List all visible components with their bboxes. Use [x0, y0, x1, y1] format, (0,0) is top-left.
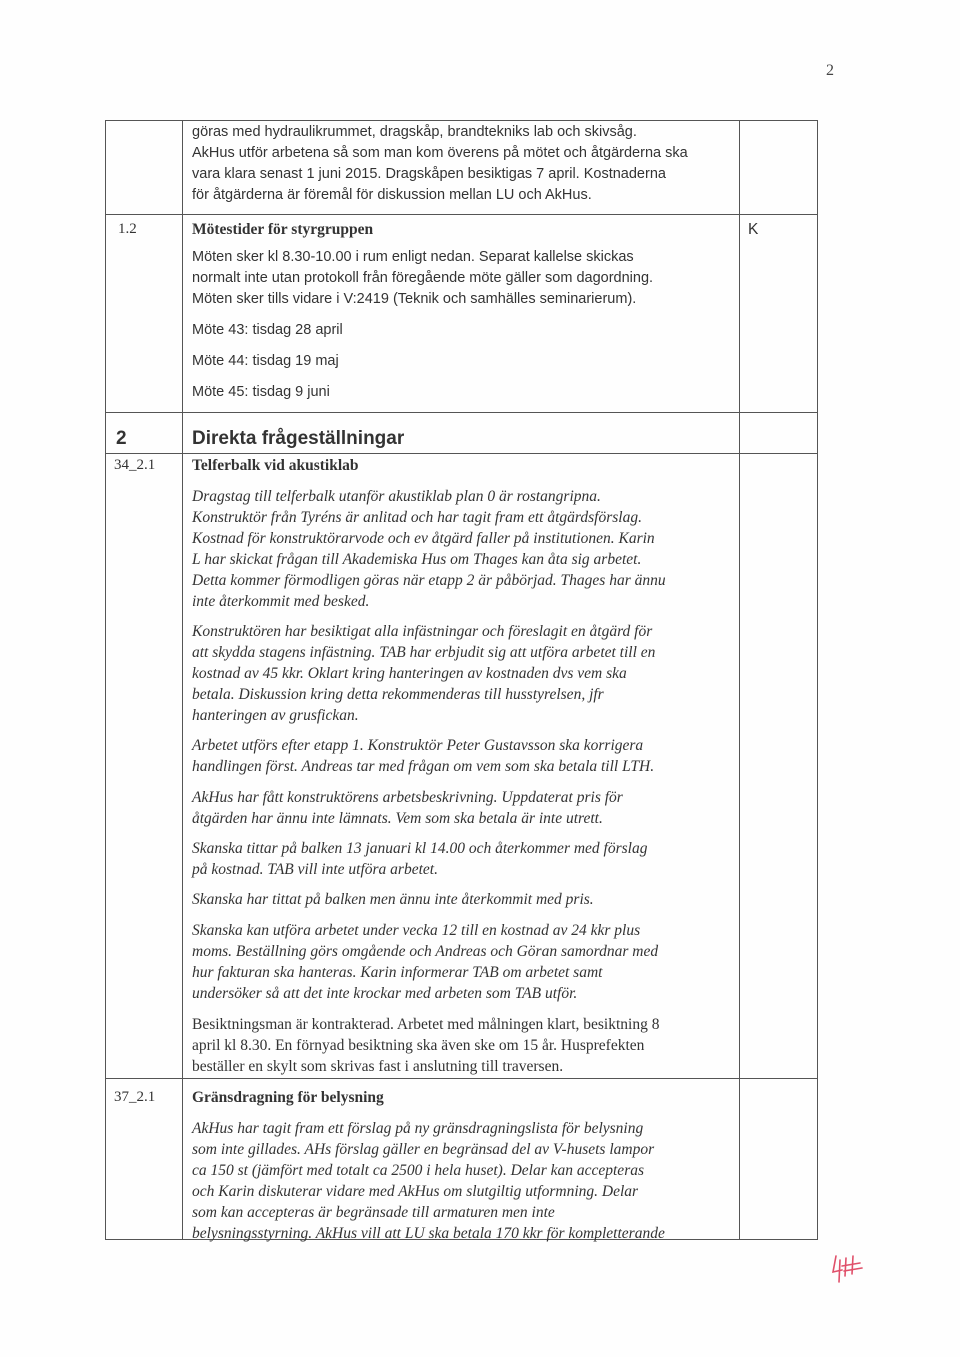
text-line: Arbetet utförs efter etapp 1. Konstruktör Peter Gustavsson ska korrigera — [192, 737, 644, 754]
item-title: Gränsdragning för belysning — [192, 1089, 384, 1106]
meeting-info-paragraph — [192, 247, 653, 310]
text-line: AkHus har fått konstruktörens arbetsbeskrivning. Uppdaterat pris för — [192, 789, 623, 806]
column-divider-number — [182, 121, 183, 1239]
text-line: AkHus utför arbetena så som man kom överens på mötet och åtgärderna ska — [192, 145, 688, 161]
item-paragraph — [192, 838, 647, 880]
text-line: Skanska har tittat på balken men ännu inte återkommit med pris. — [192, 891, 594, 908]
text-line: betala. Diskussion kring detta rekommenderas till husstyrelsen, jfr — [192, 686, 604, 703]
meeting-item: Möte 43: tisdag 28 april — [192, 322, 343, 338]
text-line: och Karin diskuterar vidare med AkHus om slutgiltig utformning. Delar — [192, 1183, 639, 1200]
row-divider — [106, 214, 817, 215]
text-line: Möten sker tills vidare i V:2419 (Teknik och samhälles seminarierum). — [192, 291, 637, 307]
text-line: beställer en skylt som skrivas fast i anslutning till traversen. — [192, 1058, 564, 1075]
text-line: kostnad av 45 kkr. Oklart kring hanteringen av kostnaden dvs vem ska — [192, 665, 627, 682]
row-divider — [106, 453, 817, 454]
section-heading: Direkta frågeställningar — [192, 428, 405, 449]
page-number: 2 — [826, 62, 834, 79]
text-line: moms. Beställning görs omgående och Andreas och Göran samordnar med — [192, 943, 659, 960]
item-paragraph — [192, 889, 594, 910]
text-line: hanteringen av grusfickan. — [192, 707, 359, 724]
intro-paragraph — [192, 122, 688, 206]
row-divider — [106, 412, 817, 413]
row-divider — [106, 1078, 817, 1079]
item-paragraph — [192, 486, 666, 612]
text-line: åtgärden har ännu inte lämnats. Vem som ska betala är inte utrett. — [192, 810, 603, 827]
text-line: inte återkommit med besked. — [192, 593, 370, 610]
text-line: Skanska kan utföra arbetet under vecka 12 till en kostnad av 24 kkr plus — [192, 922, 641, 939]
text-line: Skanska tittar på balken 13 januari kl 14.00 och återkommer med förslag — [192, 840, 648, 857]
section-number: 2 — [116, 428, 127, 449]
text-line: som inte gillades. AHs förslag gäller en begränsad del av V-husets lampor — [192, 1141, 655, 1158]
text-line: L har skickat frågan till Akademiska Hus om Thages kan åta sig arbetet. — [192, 551, 642, 568]
responsibility-marker: K — [748, 221, 759, 238]
text-line: som kan accepteras är begränsade till armaturen men inte — [192, 1204, 555, 1221]
text-line: AkHus har tagit fram ett förslag på ny gränsdragningslista för belysning — [192, 1120, 644, 1137]
item-title: Telferbalk vid akustiklab — [192, 457, 359, 474]
text-line: Besiktningsman är kontrakterad. Arbetet med målningen klart, besiktning 8 — [192, 1016, 660, 1033]
item-paragraph — [192, 621, 655, 726]
text-line: göras med hydraulikrummet, dragskåp, brandtekniks lab och skivsåg. — [192, 124, 637, 140]
text-line: vara klara senast 1 juni 2015. Dragskåpen besiktigas 7 april. Kostnaderna — [192, 166, 666, 182]
item-paragraph — [192, 735, 654, 777]
text-line: Kostnad för konstruktörarvode och ev åtgärd faller på institutionen. Karin — [192, 530, 655, 547]
text-line: Konstruktören har besiktigat alla infästningar och föreslagit en åtgärd för — [192, 623, 653, 640]
item-paragraph — [192, 920, 658, 1004]
item-paragraph — [192, 787, 623, 829]
text-line: ca 150 st (jämfört med totalt ca 2500 i hela huset). Delar kan accepteras — [192, 1162, 645, 1179]
text-line: Möten sker kl 8.30-10.00 i rum enligt nedan. Separat kallelse skickas — [192, 249, 634, 265]
text-line: att skydda stagens infästning. TAB har erbjudit sig att utföra arbetet till en — [192, 644, 656, 661]
meeting-item: Möte 44: tisdag 19 maj — [192, 353, 339, 369]
text-line: april kl 8.30. En förnyad besiktning ska även ske om 15 år. Husprefekten — [192, 1037, 645, 1054]
text-line: hur fakturan ska hanteras. Karin informerar TAB om arbetet samt — [192, 964, 603, 981]
item-number: 34_2.1 — [114, 457, 156, 473]
text-line: för åtgärderna är föremål för diskussion mellan LU och AkHus. — [192, 187, 592, 203]
handwritten-initials-icon — [828, 1252, 868, 1286]
text-line: handlingen först. Andreas tar med frågan om vem som ska betala till LTH. — [192, 758, 655, 775]
meeting-item: Möte 45: tisdag 9 juni — [192, 384, 330, 400]
item-paragraph-final — [192, 1014, 659, 1077]
column-divider-marker — [739, 121, 740, 1239]
text-line: normalt inte utan protokoll från föregående möte gäller som dagordning. — [192, 270, 654, 286]
text-line: Konstruktör från Tyréns är anlitad och har tagit fram ett åtgärdsförslag. — [192, 509, 642, 526]
item-paragraph — [192, 1118, 665, 1244]
text-line: belysningsstyrning. AkHus vill att LU ska betala 170 kkr för kompletterande — [192, 1225, 665, 1242]
text-line: undersöker så att det inte krockar med arbeten som TAB utför. — [192, 985, 578, 1002]
section-number: 1.2 — [118, 221, 137, 237]
text-line: Dragstag till telferbalk utanför akustiklab plan 0 är rostangripna. — [192, 488, 601, 505]
text-line: på kostnad. TAB vill inte utföra arbetet. — [192, 861, 438, 878]
section-title: Mötestider för styrgruppen — [192, 221, 374, 238]
item-number: 37_2.1 — [114, 1089, 156, 1105]
text-line: Detta kommer förmodligen göras när etapp 2 är påbörjad. Thages har ännu — [192, 572, 666, 589]
